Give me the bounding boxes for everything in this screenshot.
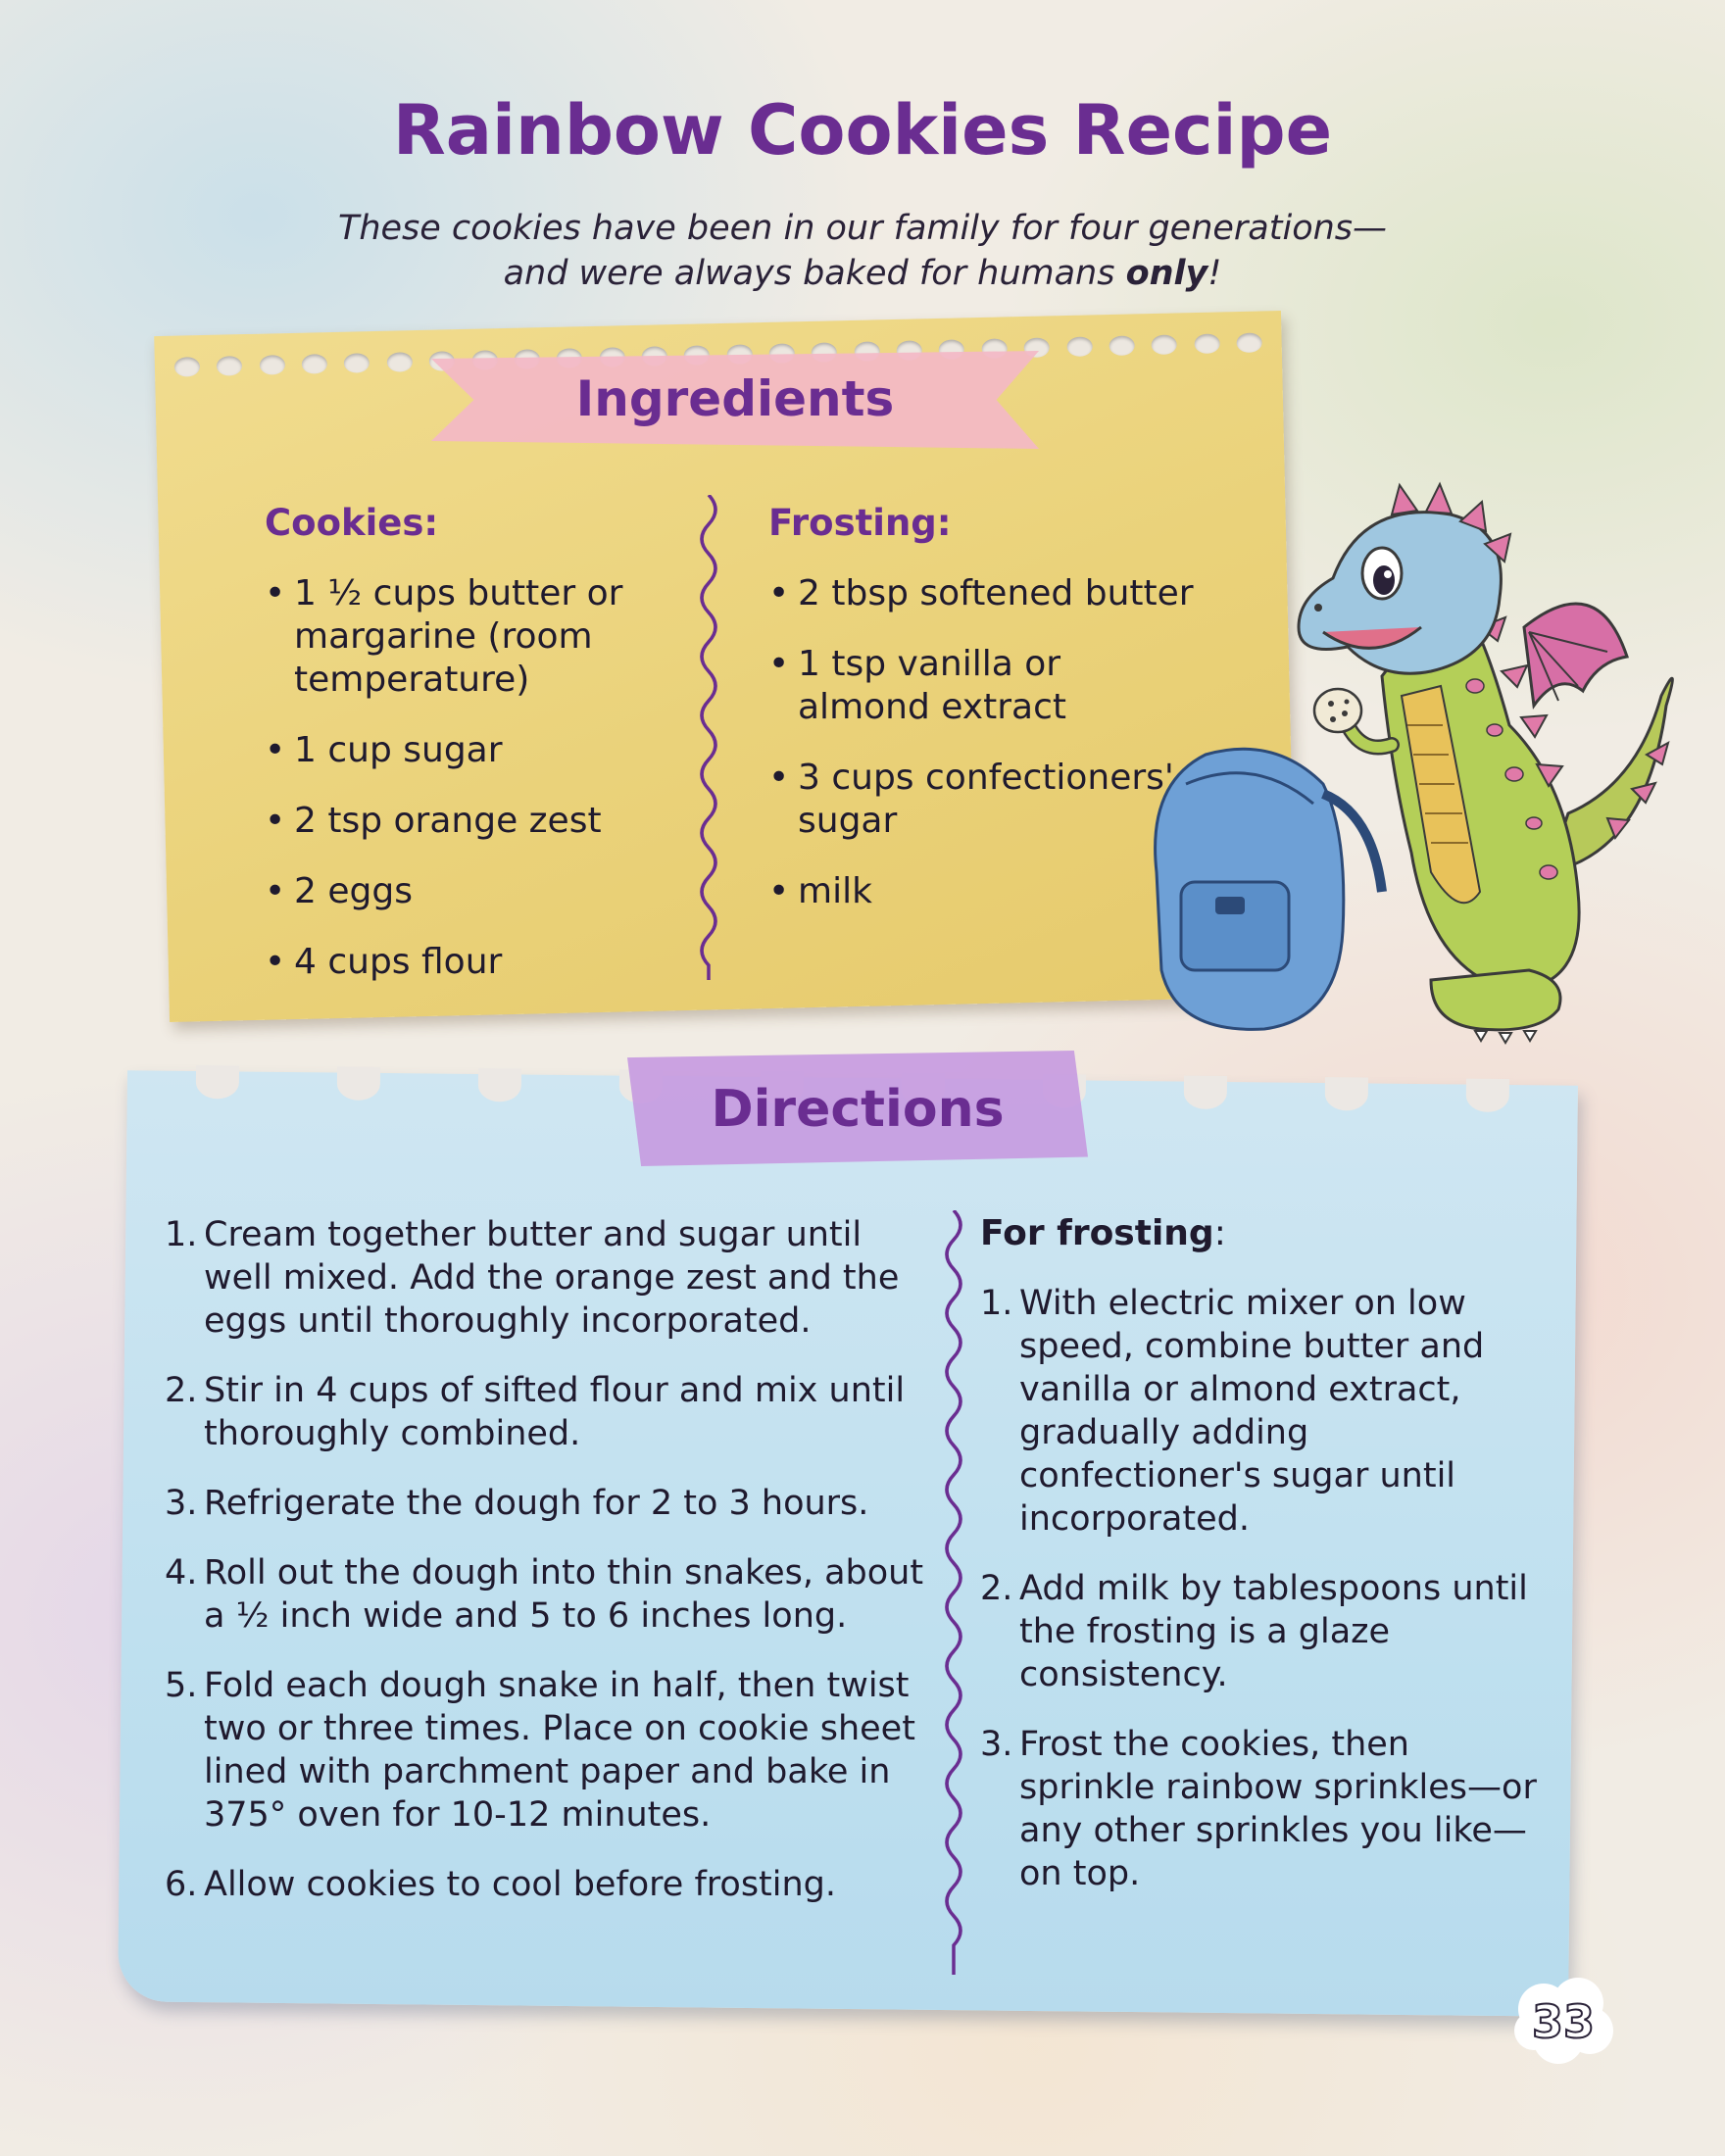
step-text: Roll out the dough into thin snakes, about a ½ inch wide and 5 to 6 inches long. <box>204 1553 924 1636</box>
step-item <box>980 1282 1539 1541</box>
ingredient-item: • 1 tsp vanilla or almond extract <box>768 643 1200 729</box>
subtitle-line-2-start: and were always baked for humans <box>503 254 1126 293</box>
step-item <box>980 1723 1539 1895</box>
directions-step-list <box>165 1213 939 1933</box>
step-item <box>165 1482 939 1525</box>
step-text: Stir in 4 cups of sifted flour and mix until thoroughly combined. <box>204 1371 906 1453</box>
subtitle-line-1: These cookies have been in our family for four generations— <box>337 209 1388 248</box>
cookies-heading: Cookies: <box>265 502 439 544</box>
step-number: 2. <box>165 1371 198 1410</box>
ingredient-item: • 4 cups flour <box>265 941 686 984</box>
step-number: 1. <box>980 1284 1013 1323</box>
step-number: 2. <box>980 1569 1013 1608</box>
page-subtitle <box>0 206 1725 296</box>
ingredients-heading: Ingredients <box>575 370 895 427</box>
page-title: Rainbow Cookies Recipe <box>392 90 1333 171</box>
step-text: Fold each dough snake in half, then twist two or three times. Place on cookie sheet lined with parchment paper and bake in 375° oven for 10-12 minutes. <box>204 1666 915 1835</box>
directions-heading: Directions <box>711 1080 1005 1139</box>
frosting-directions-colon: : <box>1213 1213 1226 1253</box>
ingredient-item: • 2 eggs <box>265 870 686 913</box>
step-item <box>980 1567 1539 1696</box>
step-item <box>165 1551 939 1638</box>
step-number: 3. <box>980 1725 1013 1764</box>
ingredient-item: • 2 tbsp softened butter <box>768 572 1200 615</box>
step-number: 3. <box>165 1484 198 1523</box>
ingredient-item: • 1 ½ cups butter or margarine (room temperature) <box>265 572 686 702</box>
subtitle-emphasis: only <box>1125 254 1208 293</box>
step-number: 1. <box>165 1215 198 1254</box>
column-divider-squiggle <box>691 495 730 980</box>
frosting-directions-label: For frosting <box>980 1213 1214 1253</box>
page-number: 33 <box>1531 1995 1595 2048</box>
directions-divider-squiggle <box>936 1210 975 1975</box>
step-text: With electric mixer on low speed, combine butter and vanilla or almond extract, gradually adding confectioner's sugar until incorporated. <box>1019 1284 1485 1539</box>
step-text: Cream together butter and sugar until well mixed. Add the orange zest and the eggs until thoroughly incorporated. <box>204 1215 900 1341</box>
step-item <box>165 1213 939 1343</box>
dragon-illustration <box>1137 461 1696 1058</box>
ingredient-item: • 2 tsp orange zest <box>265 800 686 843</box>
step-text: Refrigerate the dough for 2 to 3 hours. <box>204 1484 869 1523</box>
ingredient-item: • 3 cups confectioners' sugar <box>768 757 1200 843</box>
frosting-heading: Frosting: <box>768 502 952 544</box>
cookies-ingredient-list <box>265 572 686 1011</box>
step-number: 6. <box>165 1865 198 1904</box>
ingredient-item: • milk <box>768 870 1200 913</box>
step-text: Allow cookies to cool before frosting. <box>204 1865 837 1904</box>
step-number: 4. <box>165 1553 198 1592</box>
frosting-directions-heading <box>980 1213 1226 1253</box>
subtitle-line-2-end: ! <box>1208 254 1222 293</box>
frosting-step-list <box>980 1282 1539 1922</box>
frosting-ingredient-list <box>768 572 1200 941</box>
step-text: Frost the cookies, then sprinkle rainbow sprinkles—or any other sprinkles you like—on top. <box>1019 1725 1537 1893</box>
subtitle-line-2 <box>0 251 1725 296</box>
ingredient-item: • 1 cup sugar <box>265 729 686 772</box>
step-item <box>165 1863 939 1906</box>
step-item <box>165 1369 939 1455</box>
step-number: 5. <box>165 1666 198 1705</box>
step-text: Add milk by tablespoons until the frosting is a glaze consistency. <box>1019 1569 1528 1694</box>
step-item <box>165 1664 939 1837</box>
